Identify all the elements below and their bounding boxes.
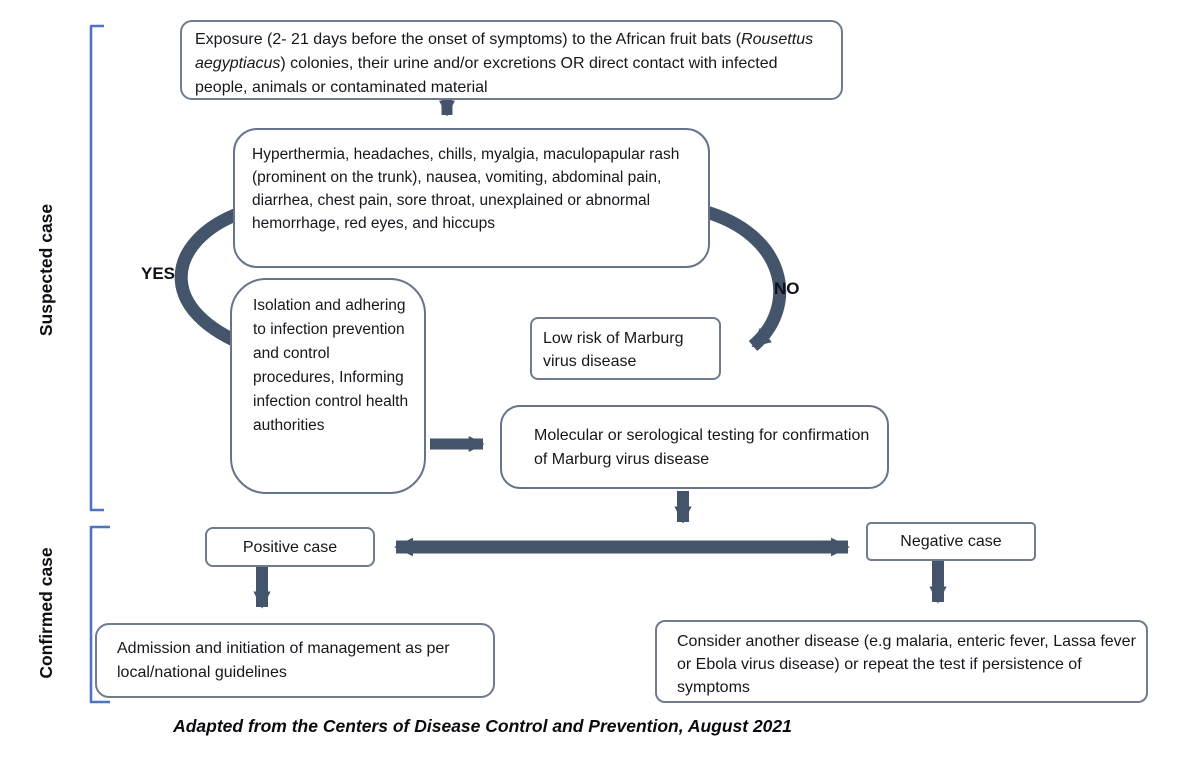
isolation-box: Isolation and adhering to infection prevention and control procedures, Informing infection control health authorities <box>230 278 426 494</box>
suspected-case-bracket <box>91 26 104 510</box>
negative-case-box: Negative case <box>866 522 1036 561</box>
exposure-text-species: Rousettus aegyptiacus <box>195 31 814 72</box>
suspected-case-label: Suspected case <box>36 203 56 337</box>
symptoms-box: Hyperthermia, headaches, chills, myalgia, maculopapular rash (prominent on the trunk), nausea, vomiting, abdominal pain, diarrhea, chest pain, sore throat, unexplained or abnormal hemorrhage, red eyes, and hiccups <box>233 128 710 268</box>
consider-other-disease-box: Consider another disease (e.g malaria, enteric fever, Lassa fever or Ebola virus disease) or repeat the test if persistence of symptoms <box>655 620 1148 703</box>
source-attribution: Adapted from the Centers of Disease Control and Prevention, August 2021 <box>173 716 792 736</box>
exposure-text-post: ) colonies, their urine and/or excretions OR direct contact with infected people, animals or contaminated material <box>195 55 778 96</box>
no-edge-label: NO <box>774 279 800 298</box>
exposure-text-pre: Exposure (2- 21 days before the onset of symptoms) to the African fruit bats ( <box>195 31 742 48</box>
positive-case-box: Positive case <box>205 527 375 567</box>
admission-box: Admission and initiation of management as per local/national guidelines <box>95 623 495 698</box>
testing-box: Molecular or serological testing for confirmation of Marburg virus disease <box>500 405 889 489</box>
yes-edge-label: YES <box>141 264 176 283</box>
confirmed-case-label: Confirmed case <box>36 547 56 679</box>
low-risk-box: Low risk of Marburg virus disease <box>530 317 721 380</box>
exposure-box <box>180 20 843 100</box>
